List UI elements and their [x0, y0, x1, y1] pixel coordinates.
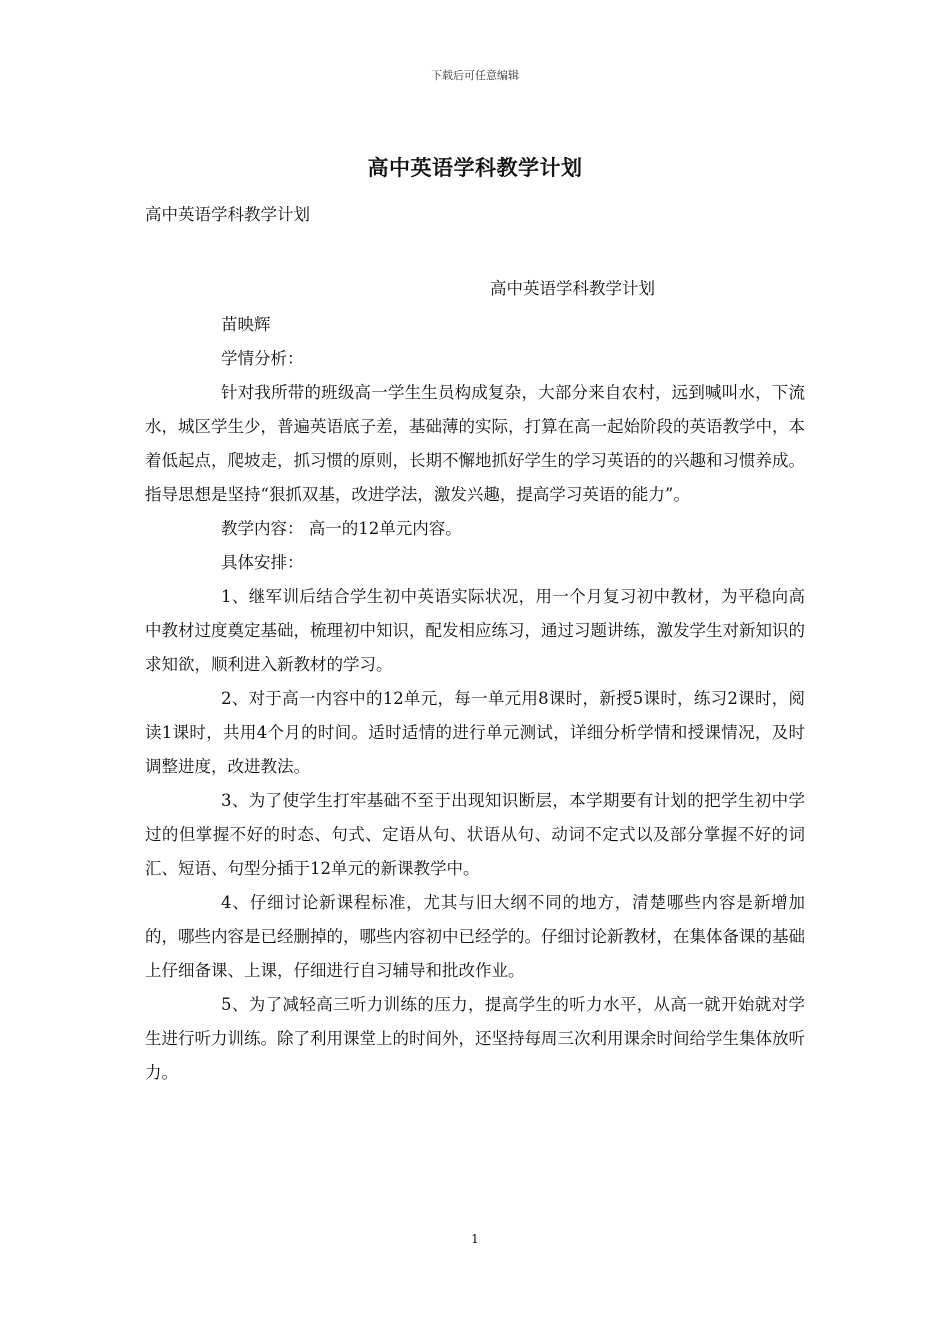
paragraph-item-5: 5、为了减轻高三听力训练的压力，提高学生的听力水平，从高一就开始就对学生进行听力训练。除了利用课堂上的时间外，还坚持每周三次利用课余时间给学生集体放听力。 — [145, 995, 805, 1082]
author-name: 苗映辉 — [221, 315, 271, 334]
section-teaching-content: 教学内容： 高一的12单元内容。 — [221, 519, 462, 538]
paragraph-analysis: 针对我所带的班级高一学生生员构成复杂，大部分来自农村，远到喊叫水，下流水，城区学生少，普遍英语底子差，基础薄的实际，打算在高一起始阶段的英语教学中，本着低起点，爬坡走，抓习惯的原则，长期不懈地抓好学生的学习英语的的兴趣和习惯养成。指导思想是坚持“狠抓双基，改进学法，激发兴趣，提高学习英语的能力”。 — [145, 383, 805, 504]
paragraph-item-1: 1、继军训后结合学生初中英语实际状况，用一个月复习初中教材，为平稳向高中教材过度奠定基础，梳理初中知识，配发相应练习，通过习题讲练，激发学生对新知识的求知欲，顺利进入新教材的学习。 — [145, 587, 805, 674]
document-title: 高中英语学科教学计划 — [367, 155, 583, 180]
centered-heading: 高中英语学科教学计划 — [490, 279, 655, 298]
section-heading-arrangement: 具体安排： — [221, 553, 304, 572]
paragraph-item-4: 4、仔细讨论新课程标准，尤其与旧大纲不同的地方，清楚哪些内容是新增加的，哪些内容是已经删掉的，哪些内容初中已经学的。仔细讨论新教材，在集体备课的基础上仔细备课、上课，仔细进行自习辅导和批改作业。 — [145, 893, 805, 980]
paragraph-item-3: 3、为了使学生打牢基础不至于出现知识断层，本学期要有计划的把学生初中学过的但掌握不好的时态、句式、定语从句、状语从句、动词不定式以及部分掌握不好的词汇、短语、句型分插于12单元的新课教学中。 — [145, 791, 805, 878]
page-header: 下载后可任意编辑 — [431, 69, 519, 82]
page-number: 1 — [471, 1232, 479, 1246]
paragraph-item-2: 2、对于高一内容中的12单元，每一单元用8课时，新授5课时，练习2课时，阅读1课时，共用4个月的时间。适时适情的进行单元测试，详细分析学情和授课情况，及时调整进度，改进教法。 — [145, 689, 805, 776]
section-heading-analysis: 学情分析： — [221, 349, 304, 368]
document-subtitle: 高中英语学科教学计划 — [145, 205, 310, 224]
document-body — [145, 308, 805, 1090]
